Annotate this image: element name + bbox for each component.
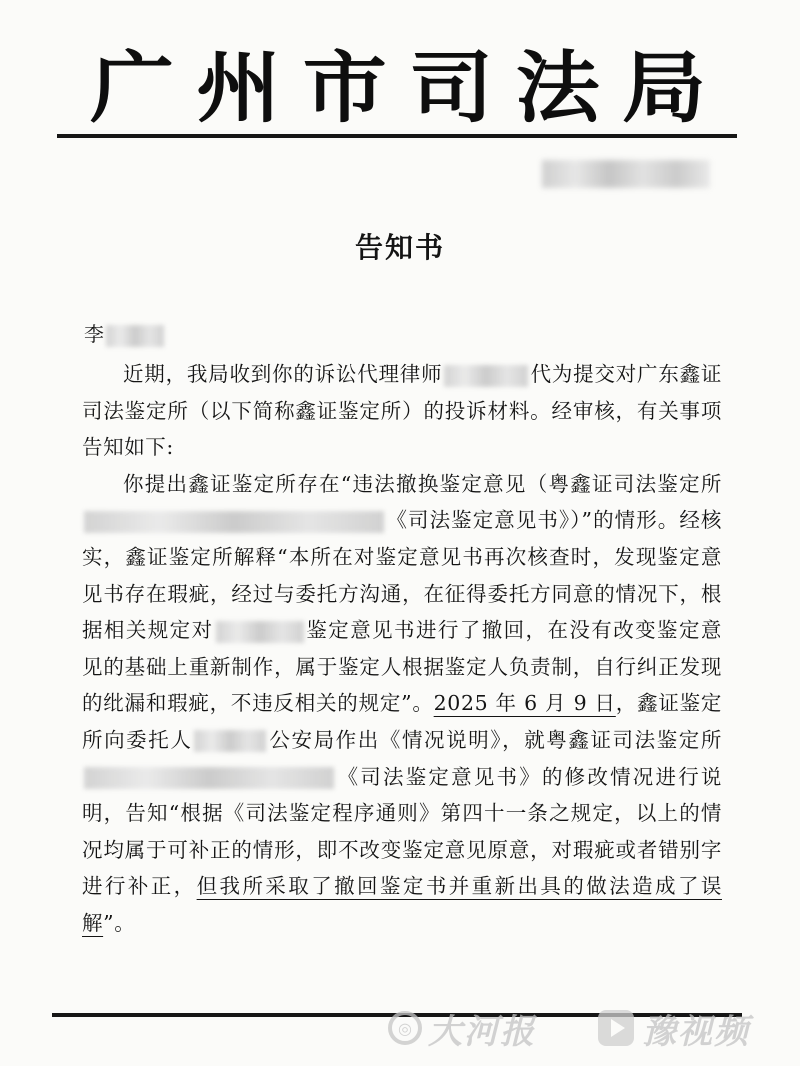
watermark-source-1: 大河报 <box>428 1011 536 1052</box>
letterhead-char: 司 <box>409 42 494 134</box>
notice-body <box>82 356 722 942</box>
redacted-name <box>106 325 164 347</box>
letterhead-char: 广 <box>90 42 175 134</box>
watermark-dahebao <box>388 1003 536 1053</box>
paragraph-1-text-b: 代为提交对广东鑫证司法鉴定所（以下简称鑫证鉴定所）的投诉材料。经审核，有关事项告知如下: <box>82 362 722 460</box>
redacted-lawyer-name <box>444 365 528 387</box>
paragraph-1 <box>82 356 722 466</box>
paragraph-1-text-a: 近期，我局收到你的诉讼代理律师 <box>123 362 443 386</box>
paragraph-2 <box>82 466 722 942</box>
paragraph-2-text-b: 《司法鉴定意见书》）”的情形。经核实，鑫证鉴定所解释“本所在对鉴定意见书再次核查时，发现鉴定意见书存在瑕疵，经过与委托方沟通，在征得委托方同意的情况下，根据相关规定对 <box>82 508 722 643</box>
recipient-line <box>84 318 166 347</box>
paragraph-2-text-c: 鉴定意见书进行了撤回，在没有改变鉴定意见的基础上重新制作，属于鉴定人根据鉴定人负责制，自行纠正发现的纰漏和瑕疵，不违反相关的规定”。 <box>82 618 722 716</box>
letterhead-char: 局 <box>621 42 706 134</box>
paragraph-2-text-d: ，鑫证鉴定所向委托人 <box>82 691 722 752</box>
paragraph-2-text-a: 你提出鑫证鉴定所存在“违法撤换鉴定意见（粤鑫证司法鉴定所 <box>123 471 722 496</box>
redacted-report-number-2 <box>84 767 334 789</box>
letterhead-char: 州 <box>196 42 281 134</box>
redacted-report-number <box>84 511 384 533</box>
underlined-admission: 但我所采取了撤回鉴定书并重新出具的做法造成了误解 <box>82 874 722 935</box>
redacted-client <box>194 730 266 752</box>
letterhead-title <box>60 38 740 138</box>
watermark-source-2: 豫视频 <box>642 1011 750 1052</box>
letterhead-char: 法 <box>515 42 600 134</box>
letterhead-rule <box>57 134 737 138</box>
paragraph-2-text-f: 《司法鉴定意见书》的修改情况进行说明，告知“根据《司法鉴定程序通则》第四十一条之规定，以上的情况均属于可补正的情形，即不改变鉴定意见原意，对瑕疵或者错别字进行补正， <box>82 764 722 899</box>
redacted-report-id <box>216 621 304 643</box>
play-icon <box>598 1010 634 1046</box>
watermark-yushipin <box>598 1003 750 1053</box>
notice-title: 告知书 <box>354 231 445 264</box>
recipient-name: 李 <box>84 322 104 346</box>
redacted-document-number <box>542 160 710 188</box>
dahebao-logo-icon: ◎ <box>388 1011 422 1045</box>
paragraph-2-text-h: ”。 <box>103 910 136 935</box>
letterhead-char: 市 <box>302 42 387 134</box>
paragraph-2-text-e: 公安局作出《情况说明》，就粤鑫证司法鉴定所 <box>268 727 722 752</box>
underlined-date: 2025 年 6 月 9 日 <box>433 691 616 716</box>
